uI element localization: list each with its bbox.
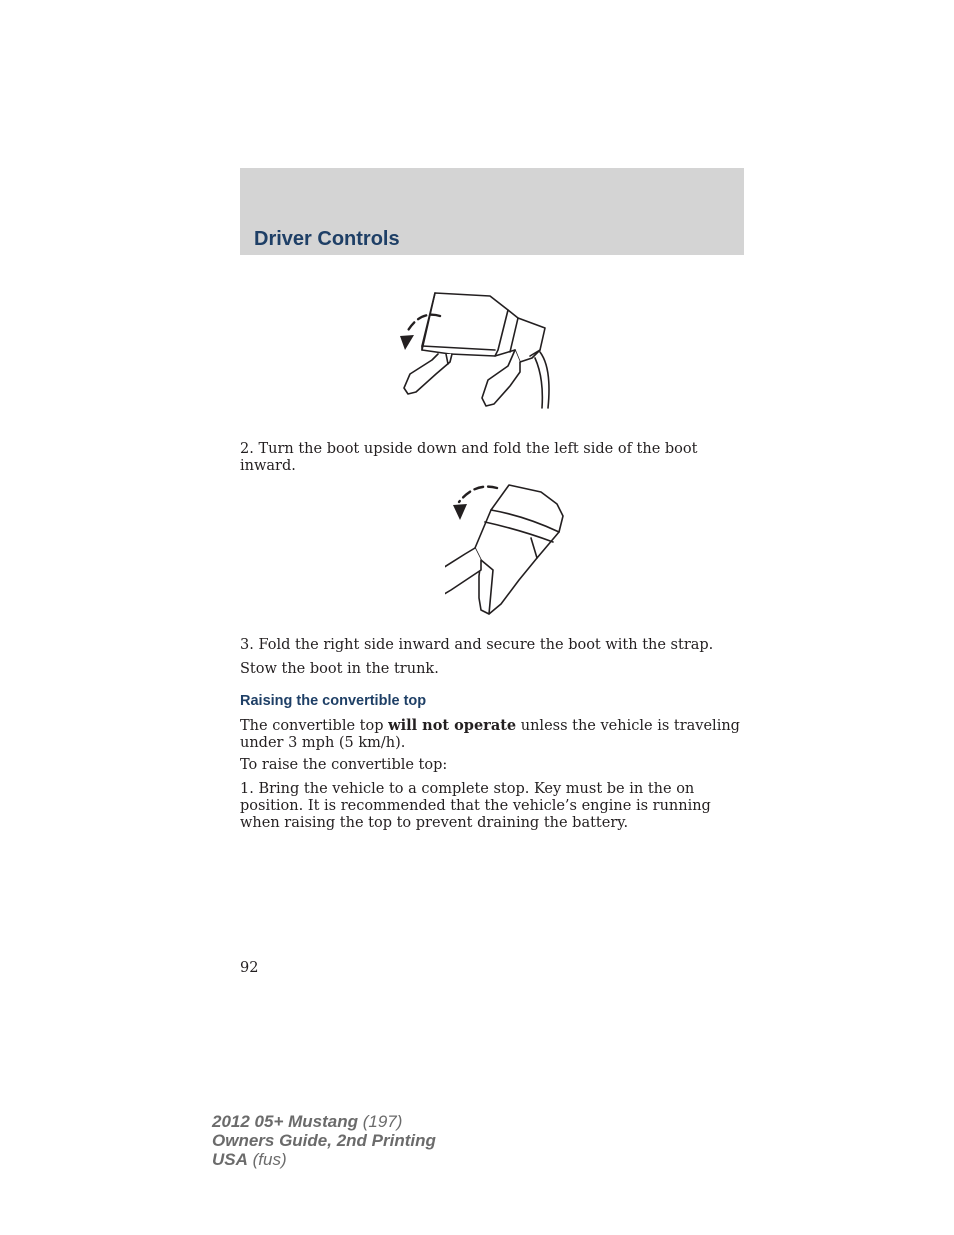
intro-text-after: unless the vehicle is traveling under 3 mph (5 km/h). bbox=[240, 718, 740, 751]
boot-fold-inward-illustration bbox=[445, 480, 570, 620]
footer-market-code: (fus) bbox=[247, 1150, 287, 1169]
intro-bold-warning: will not operate bbox=[388, 717, 517, 734]
footer-guide-edition: Owners Guide, 2nd Printing bbox=[212, 1131, 436, 1150]
stow-text: Stow the boot in the trunk. bbox=[240, 661, 439, 677]
document-footer bbox=[212, 1112, 436, 1169]
step-3-text: 3. Fold the right side inward and secure the boot with the strap. bbox=[240, 637, 714, 653]
intro-text-before: The convertible top bbox=[240, 718, 389, 734]
raising-step-1-text: 1. Bring the vehicle to a complete stop. Key must be in the on position. It is recommended that the vehicle’s engine is running when raising the top to prevent draining the battery. bbox=[240, 781, 711, 831]
raising-intro-paragraph bbox=[240, 717, 740, 752]
raising-top-heading: Raising the convertible top bbox=[240, 693, 427, 709]
footer-market: USA bbox=[212, 1150, 248, 1169]
section-header-band bbox=[240, 168, 744, 255]
footer-line-2 bbox=[212, 1131, 436, 1150]
arrow-head-icon bbox=[453, 504, 467, 520]
arrow-head-icon bbox=[400, 335, 414, 350]
page-number: 92 bbox=[240, 960, 259, 976]
section-title: Driver Controls bbox=[254, 228, 400, 250]
boot-fold-left-illustration bbox=[390, 288, 560, 413]
raising-lead-text: To raise the convertible top: bbox=[240, 757, 448, 773]
step-2-text: 2. Turn the boot upside down and fold the left side of the boot inward. bbox=[240, 441, 698, 474]
footer-line-1 bbox=[212, 1112, 436, 1131]
footer-model: 2012 05+ Mustang bbox=[212, 1112, 358, 1131]
footer-line-3 bbox=[212, 1150, 436, 1169]
footer-model-code: (197) bbox=[358, 1112, 403, 1131]
